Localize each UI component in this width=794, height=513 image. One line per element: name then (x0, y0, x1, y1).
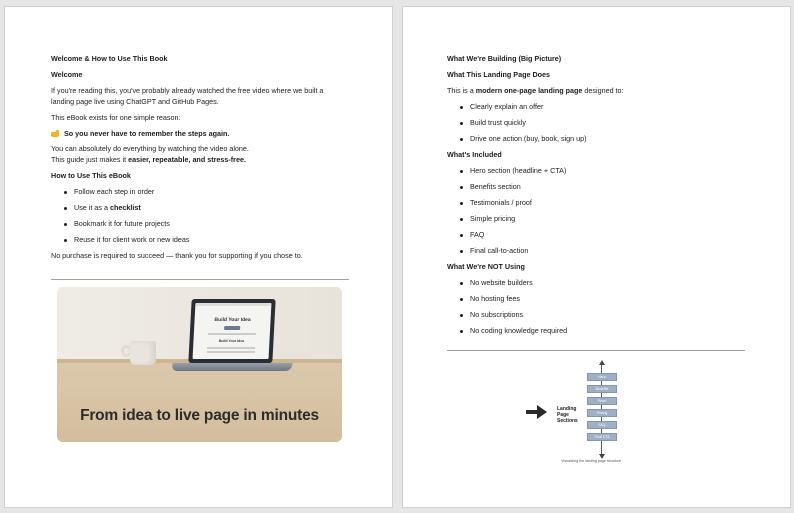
diagram-caption: Visualizing the landing page structure (561, 459, 621, 463)
list-item-prefix: Use it as a (74, 202, 110, 212)
left-page (4, 6, 393, 508)
intro-line-2: landing page live using ChatGPT and GitHub Pages. (51, 96, 219, 106)
right-page-title: What We're Building (Big Picture) (447, 54, 562, 63)
list-item: Reuse it for client work or new ideas (51, 235, 351, 246)
exists-line: This eBook exists for one simple reason: (51, 112, 181, 122)
hero-image (57, 287, 342, 442)
diagram-side-label: Landing Page Sections (557, 406, 578, 424)
screen-cta-button (224, 326, 240, 330)
divider (447, 350, 745, 351)
watch-paragraph (51, 144, 351, 165)
laptop-base (171, 363, 292, 371)
watch-line-2-bold: easier, repeatable, and stress-free. (128, 154, 246, 164)
left-page-content (51, 54, 351, 267)
included-list (447, 166, 747, 257)
list-item: Testimonials / proof (447, 198, 747, 209)
list-item: No hosting fees (447, 294, 747, 305)
reason-callout (51, 129, 351, 140)
list-item: Drive one action (buy, book, sign up) (447, 134, 747, 145)
not-using-heading: What We're NOT Using (447, 262, 525, 271)
list-item-bold: checklist (109, 202, 141, 212)
does-intro-prefix: This is a (447, 86, 476, 95)
screen-text-line (208, 333, 256, 335)
does-intro-suffix: designed to: (582, 86, 624, 95)
does-list (447, 102, 747, 145)
intro-paragraph (51, 86, 351, 107)
structure-diagram (521, 359, 661, 479)
welcome-heading: Welcome (51, 70, 83, 79)
list-item: No website builders (447, 278, 747, 289)
closing-line: No purchase is required to succeed — thank you for supporting if you chose to. (51, 250, 303, 260)
list-item: Hero section (headline + CTA) (447, 166, 747, 177)
list-item (51, 203, 351, 214)
does-heading: What This Landing Page Does (447, 70, 551, 79)
does-intro-bold: modern one-page landing page (475, 86, 583, 95)
right-page-content (447, 54, 747, 342)
arrow-right-icon (537, 405, 547, 419)
screen-text-line (207, 347, 255, 349)
diagram-box: FAQ (587, 421, 617, 429)
diagram-box: Hero (587, 373, 617, 381)
does-intro (447, 86, 747, 97)
hero-caption: From idea to live page in minutes (80, 407, 319, 424)
diagram-box: Final CTA (587, 433, 617, 441)
intro-line-1: If you're reading this, you've probably already watched the free video where we built a (51, 86, 324, 95)
list-item: Follow each step in order (51, 187, 351, 198)
right-page (402, 6, 791, 508)
hero-desk (57, 359, 342, 442)
screen-text-line (207, 351, 255, 353)
included-heading: What's Included (447, 150, 502, 159)
watch-line-2-prefix: This guide just makes it (51, 154, 129, 164)
how-heading: How to Use This eBook (51, 170, 131, 180)
reason-text: So you never have to remember the steps again. (64, 128, 230, 138)
watch-line-1: You can absolutely do everything by watching the video alone. (51, 144, 249, 153)
laptop-screen (188, 299, 275, 363)
list-item: FAQ (447, 230, 747, 241)
screen-header-bar (195, 303, 271, 306)
mug (130, 341, 156, 365)
watch-line-2 (51, 155, 351, 166)
laptop-screen-content (193, 303, 272, 359)
list-item: Bookmark it for future projects (51, 219, 351, 230)
diagram-box: Pricing (587, 409, 617, 417)
not-using-list (447, 278, 747, 337)
list-item: Build trust quickly (447, 118, 747, 129)
list-item: Benefits section (447, 182, 747, 193)
list-item: No coding knowledge required (447, 326, 747, 337)
screen-title: Build Your Idea (214, 317, 251, 323)
list-item: Clearly explain an offer (447, 102, 747, 113)
diagram-box: Benefits (587, 385, 617, 393)
diagram-box: Proof (587, 397, 617, 405)
pointing-hand-icon (51, 130, 60, 138)
left-page-title: Welcome & How to Use This Book (51, 54, 168, 63)
how-list (51, 187, 351, 246)
list-item: Final call-to-action (447, 246, 747, 257)
list-item: Simple pricing (447, 214, 747, 225)
list-item: No subscriptions (447, 310, 747, 321)
divider (51, 279, 349, 280)
screen-subtitle: Build Your Idea (218, 339, 245, 343)
